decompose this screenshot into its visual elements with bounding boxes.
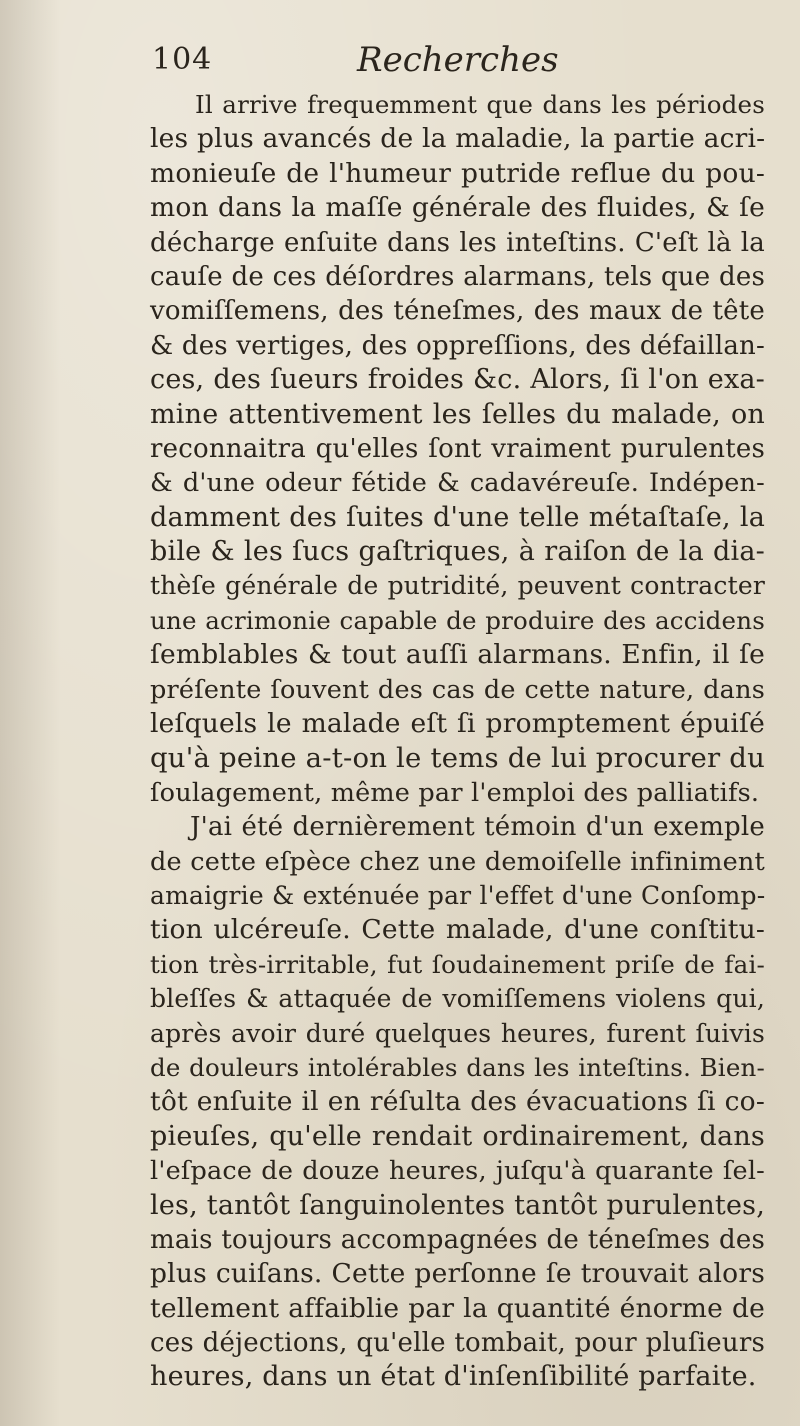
text-line: & des vertiges, des oppreſſions, des défaillan-: [150, 330, 765, 361]
text-line: décharge enſuite dans les inteſtins. C'eſt là la: [150, 227, 765, 258]
text-line: ſemblables & tout auſſi alarmans. Enfin, il ſe: [150, 639, 765, 671]
page-header: [152, 42, 740, 82]
text-line: bleſſes & attaquée de vomiſſemens violens qui,: [150, 984, 765, 1014]
text-line: une acrimonie capable de produire des accidens: [150, 605, 765, 635]
text-line: les, tantôt ſanguinolentes tantôt purulentes,: [150, 1189, 765, 1221]
text-line: J'ai été dernièrement témoin d'un exemple: [190, 812, 765, 843]
text-line: & d'une odeur fétide & cadavéreuſe. Indépen-: [150, 468, 765, 499]
text-line: les plus avancés de la maladie, la partie acri-: [150, 123, 766, 155]
text-line: plus cuiſans. Cette perſonne ſe trouvait alors: [150, 1258, 765, 1290]
running-head: Recherches: [357, 40, 559, 80]
text-line: mon dans la maſſe générale des fluides, & ſe: [150, 192, 765, 224]
text-line: après avoir duré quelques heures, furent ſuivis: [150, 1018, 765, 1048]
text-line: ces déjections, qu'elle tombait, pour pluſieurs: [150, 1328, 765, 1359]
text-line: amaigrie & exténuée par l'effet d'une Conſomp-: [150, 880, 766, 910]
text-line: ſoulagement, même par l'emploi des palliatifs.: [150, 777, 760, 808]
text-line: tion très-irritable, fut ſoudainement priſe de fai-: [150, 949, 765, 979]
text-line: ces, des ſueurs froides &c. Alors, ſi l'on exa-: [150, 364, 765, 396]
text-line: Il arrive frequemment que dans les périodes: [195, 90, 765, 119]
text-line: pieuſes, qu'elle rendait ordinairement, dans: [150, 1120, 765, 1152]
text-line: de douleurs intolérables dans les inteſtins. Bien-: [150, 1052, 765, 1082]
text-line: damment des ſuites d'une telle métaſtaſe, la: [150, 501, 765, 533]
text-line: bile & les ſucs gaſtriques, à raiſon de la dia-: [150, 536, 765, 568]
text-line: préſente ſouvent des cas de cette nature, dans: [150, 674, 765, 705]
text-line: reconnaitra qu'elles ſont vraiment purulentes: [150, 433, 765, 464]
text-line: tôt enſuite il en réſulta des évacuations ſi co-: [150, 1086, 765, 1118]
text-line: mine attentivement les ſelles du malade, on: [150, 398, 765, 430]
text-line: vomiſſemens, des téneſmes, des maux de tête: [150, 296, 765, 327]
page-number: 104: [152, 42, 213, 77]
text-line: mais toujours accompagnées de téneſmes des: [150, 1224, 765, 1255]
text-line: cauſe de ces déſordres alarmans, tels que des: [150, 261, 765, 292]
text-line: l'eſpace de douze heures, juſqu'à quarante ſel-: [150, 1156, 765, 1187]
body-text: [150, 88, 765, 1395]
text-line: monieuſe de l'humeur putride reflue du pou-: [150, 157, 765, 189]
text-line: qu'à peine a-t-on le tems de lui procurer du: [150, 742, 766, 775]
page-gutter-shadow: [0, 0, 60, 1426]
text-line: thèſe générale de putridité, peuvent contracter: [150, 571, 765, 601]
text-line: tellement affaiblie par la quantité énorme de: [150, 1292, 765, 1324]
text-line: leſquels le malade eſt ſi promptement épuiſé: [150, 708, 765, 740]
text-line: de cette eſpèce chez une demoiſelle infiniment: [150, 846, 765, 877]
text-line: heures, dans un état d'inſenſibilité parfaite.: [150, 1361, 757, 1393]
text-line: tion ulcéreuſe. Cette malade, d'une conſtitu-: [150, 914, 765, 946]
